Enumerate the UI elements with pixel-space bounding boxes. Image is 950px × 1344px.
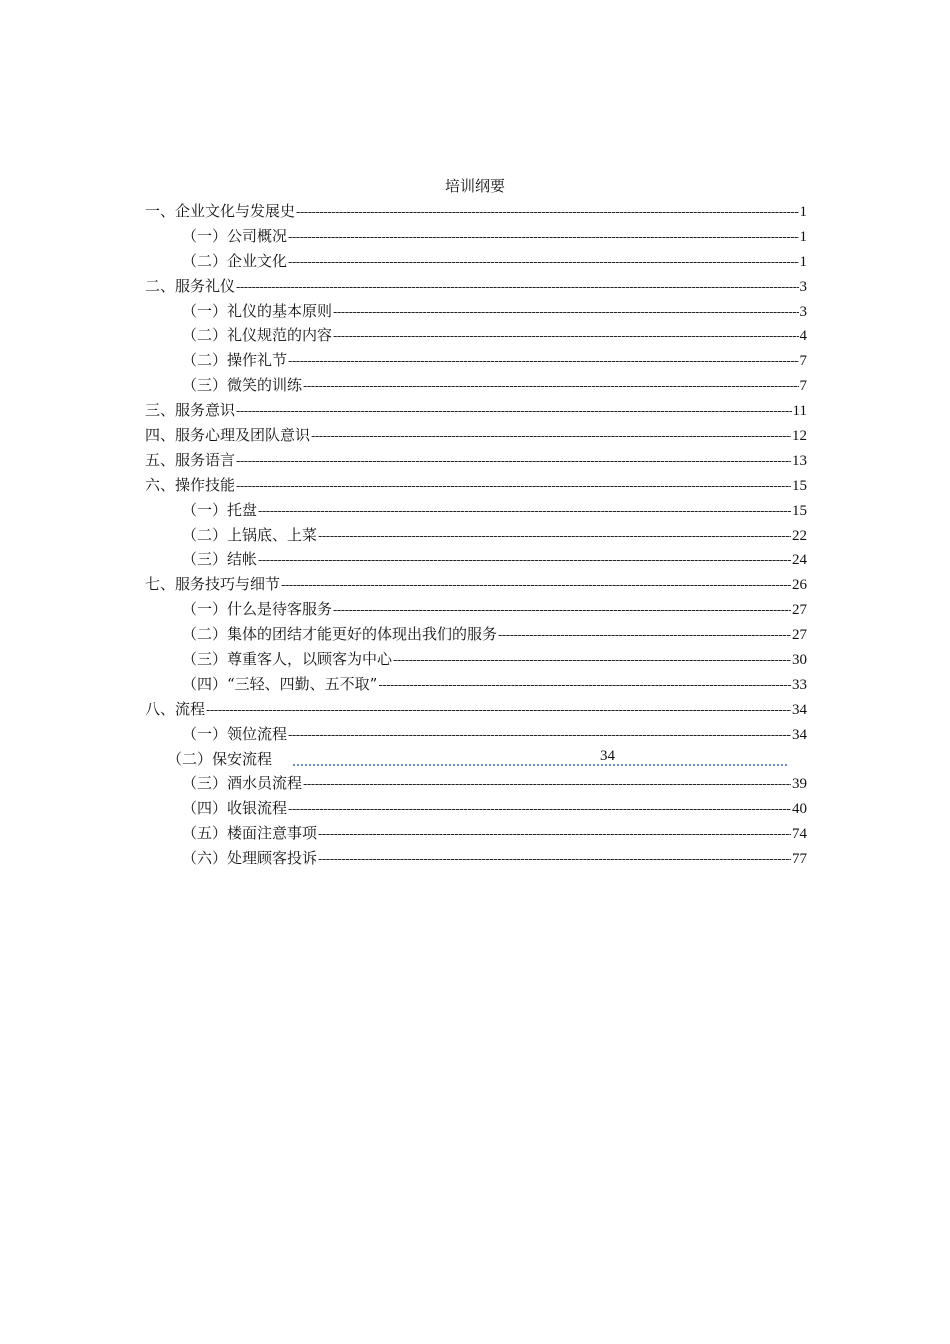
toc-page-number: 34	[792, 701, 807, 718]
toc-entry-label: （一）托盘	[182, 500, 258, 519]
toc-entry-label: （一）什么是待客服务	[182, 600, 333, 619]
toc-entry-label: （一）礼仪的基本原则	[182, 301, 333, 320]
toc-entry[interactable]	[145, 622, 807, 647]
toc-entry[interactable]	[145, 348, 807, 373]
toc-entry[interactable]	[145, 846, 807, 871]
toc-page-number: 24	[792, 552, 807, 569]
toc-entry-label: （二）上锅底、上菜	[182, 525, 318, 544]
toc-entry-label: （一）公司概况	[182, 226, 288, 245]
toc-page-number: 39	[792, 776, 807, 793]
toc-entry[interactable]	[145, 647, 807, 672]
toc-entry-label: （六）处理顾客投诉	[182, 849, 318, 868]
toc-entry[interactable]	[145, 224, 807, 249]
toc-entry[interactable]	[145, 323, 807, 348]
toc-page-number: 74	[792, 826, 807, 843]
toc-page-number: 30	[792, 652, 807, 669]
toc-field-underline	[293, 764, 787, 766]
toc-page-number: 4	[799, 328, 807, 345]
toc-entry-label: （三）酒水员流程	[182, 774, 303, 793]
toc-page-number: 77	[792, 851, 807, 868]
toc-entry[interactable]	[145, 747, 807, 772]
toc-entry[interactable]	[145, 398, 807, 423]
toc-entry[interactable]	[145, 423, 807, 448]
toc-page-number: 27	[792, 602, 807, 619]
toc-entry-label: 六、操作技能	[145, 475, 236, 494]
toc-entry[interactable]	[145, 572, 807, 597]
toc-page-number: 13	[792, 452, 807, 469]
toc-page-number: 1	[799, 204, 807, 220]
toc-page-number: 40	[792, 801, 807, 818]
toc-entry-label: 三、服务意识	[145, 401, 236, 420]
toc-dash-leader	[236, 276, 798, 301]
toc-entry-label: （三）尊重客人，以顾客为中心	[182, 650, 393, 669]
toc-entry[interactable]	[145, 299, 807, 324]
toc-dash-leader	[258, 549, 791, 574]
toc-entry-label: 五、服务语言	[145, 450, 236, 469]
toc-dash-leader	[288, 350, 798, 375]
toc-entry-label: （三）结帐	[182, 550, 258, 569]
toc-page-number: 1	[799, 253, 807, 270]
toc-entry[interactable]	[145, 597, 807, 622]
toc-dash-leader	[318, 848, 791, 873]
toc-dash-leader	[258, 500, 791, 525]
toc-entry-label: （四）“三轻、四勤、五不取”	[182, 674, 378, 693]
toc-entry-label: （二）操作礼节	[182, 351, 288, 370]
toc-dash-leader	[311, 425, 791, 450]
toc-page-number: 15	[792, 502, 807, 519]
toc-entry[interactable]	[145, 473, 807, 498]
toc-entry[interactable]	[145, 821, 807, 846]
toc-page-number: 7	[799, 353, 807, 370]
toc-entry-label: 八、流程	[145, 699, 206, 718]
toc-entry[interactable]	[145, 448, 807, 473]
toc-entry-label: （五）楼面注意事项	[182, 824, 318, 843]
toc-dash-leader	[288, 798, 791, 823]
toc-dash-leader	[333, 301, 798, 326]
toc-dash-leader	[378, 674, 791, 699]
toc-dash-leader	[498, 624, 791, 649]
toc-page-number: 34	[600, 747, 615, 764]
toc-page-number: 3	[799, 303, 807, 320]
toc-page-number: 1	[799, 228, 807, 245]
toc-entry[interactable]	[145, 547, 807, 572]
toc-title: 培训纲要	[444, 177, 505, 195]
toc-dash-leader	[236, 450, 791, 475]
toc-dash-leader	[281, 574, 791, 599]
toc-entry-label: 二、服务礼仪	[145, 276, 236, 295]
toc-entry[interactable]	[145, 373, 807, 398]
toc-entry[interactable]	[145, 249, 807, 274]
toc-dash-leader	[236, 400, 792, 425]
toc-entry-label: （一）领位流程	[182, 724, 288, 743]
toc-dash-leader	[288, 251, 798, 276]
toc-entry[interactable]	[145, 523, 807, 548]
toc-dash-leader	[236, 475, 791, 500]
toc-page-number: 7	[799, 378, 807, 395]
toc-dash-leader	[288, 226, 798, 251]
toc-dash-leader	[288, 724, 791, 749]
toc-entry[interactable]	[145, 796, 807, 821]
toc-entry-label: 一、企业文化与发展史	[145, 202, 296, 220]
toc-page-number: 22	[792, 527, 807, 544]
toc-entry-label: （三）微笑的训练	[182, 376, 303, 395]
toc-dash-leader	[393, 649, 791, 674]
toc-page-number: 15	[792, 477, 807, 494]
toc-page-number: 33	[792, 676, 807, 693]
toc-dash-leader	[333, 325, 798, 350]
toc-entry[interactable]	[145, 672, 807, 697]
toc-page-number: 27	[792, 627, 807, 644]
table-of-contents	[145, 199, 807, 871]
toc-entry[interactable]	[145, 722, 807, 747]
toc-entry-label: （二）企业文化	[182, 251, 288, 270]
toc-entry-label: 七、服务技巧与细节	[145, 575, 281, 594]
toc-dash-leader	[303, 375, 798, 400]
toc-page-number: 11	[792, 403, 807, 420]
toc-page-number: 34	[792, 726, 807, 743]
toc-dash-leader	[303, 773, 791, 798]
toc-entry[interactable]	[145, 274, 807, 299]
toc-entry-label: （二）礼仪规范的内容	[182, 326, 333, 345]
toc-entry[interactable]	[145, 498, 807, 523]
toc-dash-leader	[296, 201, 798, 226]
toc-dash-leader	[206, 699, 791, 724]
toc-page-number: 3	[799, 278, 807, 295]
toc-entry-label: （二）集体的团结才能更好的体现出我们的服务	[182, 625, 498, 644]
toc-page-number: 12	[792, 428, 807, 445]
toc-entry-label: （四）收银流程	[182, 799, 288, 818]
toc-entry-label: 四、服务心理及团队意识	[145, 426, 311, 445]
toc-entry[interactable]	[145, 697, 807, 722]
toc-page-number: 26	[792, 577, 807, 594]
toc-entry-label: （二）保安流程	[167, 749, 273, 768]
toc-dash-leader	[318, 823, 791, 848]
toc-dash-leader	[333, 599, 791, 624]
toc-entry[interactable]	[145, 199, 807, 224]
toc-entry[interactable]	[145, 771, 807, 796]
toc-dash-leader	[318, 525, 791, 550]
